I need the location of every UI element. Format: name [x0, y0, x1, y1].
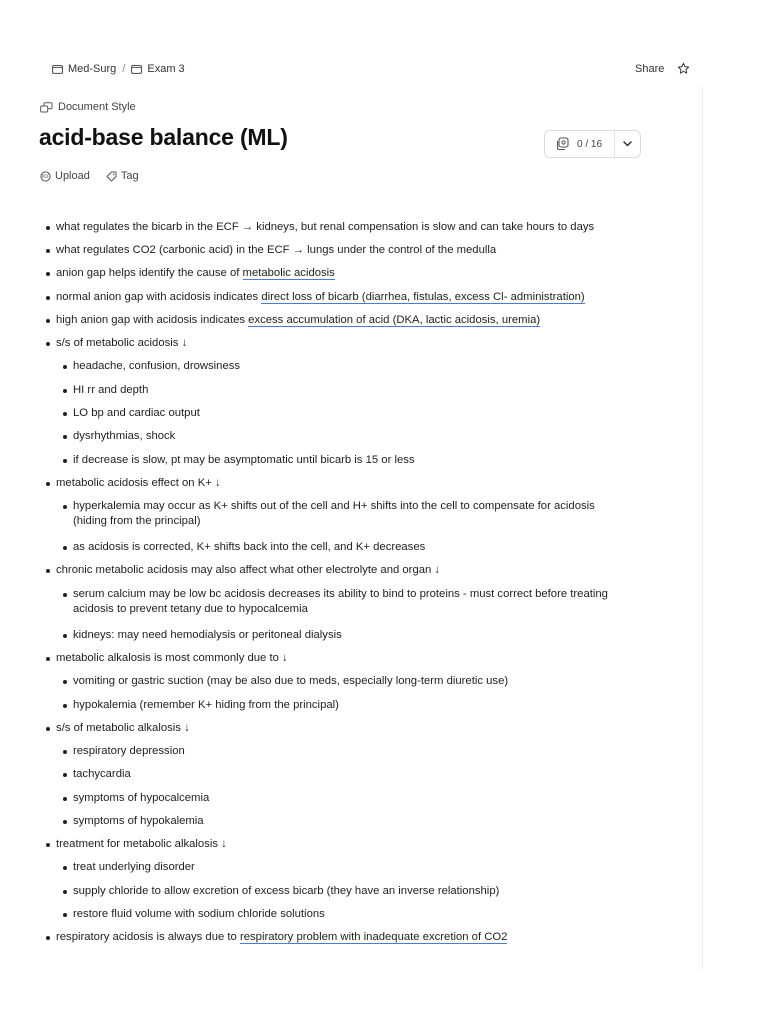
- note-text-content: anion gap helps identify the cause of: [56, 267, 243, 279]
- note-text: [73, 453, 415, 468]
- note-text-content: restore fluid volume with sodium chloride solutions: [73, 908, 325, 920]
- note-text-content: respiratory acidosis is always due to: [56, 931, 240, 943]
- note-text-content: what regulates the bicarb in the ECF → kidneys, but renal compensation is slow and can take hours to days: [56, 221, 595, 233]
- svg-text:PDF: PDF: [41, 173, 50, 179]
- note-text: [56, 837, 227, 852]
- note-text: [56, 563, 440, 578]
- note-text-content: hypokalemia (remember K+ hiding from the principal): [73, 699, 339, 711]
- panel-divider: [702, 86, 703, 970]
- note-text-content: headache, confusion, drowsiness: [73, 360, 241, 372]
- upload-icon: [40, 171, 51, 182]
- document-style-label: Document Style: [58, 101, 136, 113]
- note-text-content: metabolic alkalosis is most commonly due to ↓: [56, 652, 288, 664]
- note-text: [73, 674, 508, 689]
- note-item: [0, 336, 187, 351]
- note-text: [73, 540, 425, 555]
- progress-label: 0 / 16: [577, 138, 603, 150]
- note-text-content: if decrease is slow, pt may be asymptomatic until bicarb is 15 or less: [73, 454, 415, 466]
- note-item: [0, 383, 148, 398]
- note-text: [73, 359, 240, 374]
- tag-label: Tag: [120, 170, 139, 182]
- note-link[interactable]: excess accumulation of acid (DKA, lactic acidosis, uremia): [248, 314, 541, 326]
- note-text: [73, 907, 325, 922]
- note-text: [73, 383, 148, 398]
- note-item: [0, 721, 190, 736]
- note-item: [0, 290, 585, 305]
- breadcrumb-item-med-surg[interactable]: [52, 63, 116, 75]
- note-text: [73, 628, 342, 643]
- tag-button[interactable]: [106, 170, 139, 182]
- note-item: [0, 499, 613, 529]
- note-text: [73, 860, 195, 875]
- upload-button[interactable]: [40, 170, 90, 182]
- note-item: [0, 930, 507, 945]
- star-icon[interactable]: [677, 62, 690, 80]
- note-item: [0, 744, 185, 759]
- note-text-content: chronic metabolic acidosis may also affect what other electrolyte and organ ↓: [56, 564, 441, 576]
- note-item: [0, 220, 594, 235]
- note-item: [0, 884, 499, 899]
- note-text-content: symptoms of hypokalemia: [73, 815, 204, 827]
- note-item: [0, 674, 508, 689]
- note-item: [0, 313, 540, 328]
- note-text-content: respiratory depression: [73, 745, 185, 757]
- note-text: [56, 476, 221, 491]
- document-meta: [40, 170, 155, 182]
- breadcrumb: [52, 63, 185, 75]
- top-bar: [0, 0, 768, 90]
- counter-dropdown-button[interactable]: [615, 131, 640, 157]
- note-item: [0, 814, 204, 829]
- note-text-content: serum calcium may be low bc acidosis decreases its ability to bind to proteins - must correct before treating acidosis to prevent tetany due to hypocalcemia: [73, 588, 608, 615]
- note-text-content: s/s of metabolic acidosis ↓: [56, 337, 188, 349]
- breadcrumb-label: Med-Surg: [68, 63, 117, 75]
- note-item: [0, 698, 339, 713]
- page-title: acid-base balance (ML): [39, 124, 288, 150]
- note-text: [73, 429, 175, 444]
- upload-label: Upload: [55, 170, 90, 182]
- note-text-content: supply chloride to allow excretion of excess bicarb (they have an inverse relationship): [73, 885, 500, 897]
- note-text-content: high anion gap with acidosis indicates: [56, 314, 249, 326]
- note-item: [0, 243, 496, 258]
- note-link[interactable]: direct loss of bicarb (diarrhea, fistulas, excess Cl- administration): [261, 291, 585, 303]
- note-text-content: vomiting or gastric suction (may be also due to meds, especially long-term diuretic use): [73, 675, 509, 687]
- note-text-content: s/s of metabolic alkalosis ↓: [56, 722, 190, 734]
- note-text: [56, 290, 585, 305]
- tag-icon: [106, 171, 117, 182]
- note-text: [73, 698, 339, 713]
- note-item: [0, 907, 325, 922]
- note-text: [73, 884, 499, 899]
- cards-icon: [555, 137, 569, 151]
- note-text-content: normal anion gap with acidosis indicates: [56, 291, 262, 303]
- note-item: [0, 453, 415, 468]
- note-item: [0, 587, 613, 617]
- note-text-content: what regulates CO2 (carbonic acid) in the ECF → lungs under the control of the medulla: [56, 244, 497, 256]
- note-text-content: hyperkalemia may occur as K+ shifts out of the cell and H+ shifts into the cell to compensate for acidosis (hiding from the principal): [73, 500, 595, 527]
- note-text: [73, 767, 131, 782]
- note-item: [0, 791, 209, 806]
- note-link[interactable]: respiratory problem with inadequate excretion of CO2: [239, 931, 508, 943]
- breadcrumb-item-exam-3[interactable]: [131, 63, 184, 75]
- document-style-icon: [40, 102, 53, 113]
- note-item: [0, 651, 288, 666]
- chevron-down-icon: [623, 141, 632, 147]
- document-style-button[interactable]: [40, 101, 136, 113]
- note-text: [73, 814, 204, 829]
- note-item: [0, 563, 440, 578]
- note-item: [0, 429, 175, 444]
- note-item: [0, 767, 131, 782]
- note-item: [0, 476, 221, 491]
- share-button[interactable]: Share: [635, 63, 665, 75]
- note-text-content: treatment for metabolic alkalosis ↓: [56, 838, 227, 850]
- note-text-content: LO bp and cardiac output: [73, 407, 200, 419]
- note-text: [73, 499, 613, 529]
- note-item: [0, 860, 195, 875]
- note-text-content: metabolic acidosis effect on K+ ↓: [56, 477, 221, 489]
- note-text-content: tachycardia: [73, 768, 131, 780]
- note-text: [56, 651, 288, 666]
- note-link[interactable]: metabolic acidosis: [242, 267, 335, 279]
- note-item: [0, 406, 200, 421]
- note-text-content: as acidosis is corrected, K+ shifts back into the cell, and K+ decreases: [73, 541, 426, 553]
- folder-icon: [131, 65, 142, 74]
- flashcard-counter: [544, 130, 641, 158]
- breadcrumb-label: Exam 3: [147, 63, 185, 75]
- note-text: [56, 721, 190, 736]
- note-item: [0, 628, 342, 643]
- note-text: [73, 744, 185, 759]
- note-text: [56, 313, 540, 328]
- note-text: [56, 266, 335, 281]
- note-text: [56, 220, 594, 235]
- note-item: [0, 540, 425, 555]
- note-text-content: kidneys: may need hemodialysis or peritoneal dialysis: [73, 629, 342, 641]
- note-text: [56, 243, 496, 258]
- note-text: [73, 791, 209, 806]
- note-text-content: symptoms of hypocalcemia: [73, 792, 210, 804]
- note-item: [0, 837, 227, 852]
- note-text-content: HI rr and depth: [73, 384, 149, 396]
- note-text-content: treat underlying disorder: [73, 861, 195, 873]
- note-item: [0, 359, 240, 374]
- note-text: [56, 930, 507, 945]
- note-text: [73, 587, 613, 617]
- breadcrumb-separator: /: [122, 63, 126, 75]
- note-text-content: dysrhythmias, shock: [73, 430, 176, 442]
- folder-icon: [52, 65, 63, 74]
- flashcard-progress-button[interactable]: [545, 131, 615, 157]
- note-text: [73, 406, 200, 421]
- note-item: [0, 266, 335, 281]
- note-text: [56, 336, 187, 351]
